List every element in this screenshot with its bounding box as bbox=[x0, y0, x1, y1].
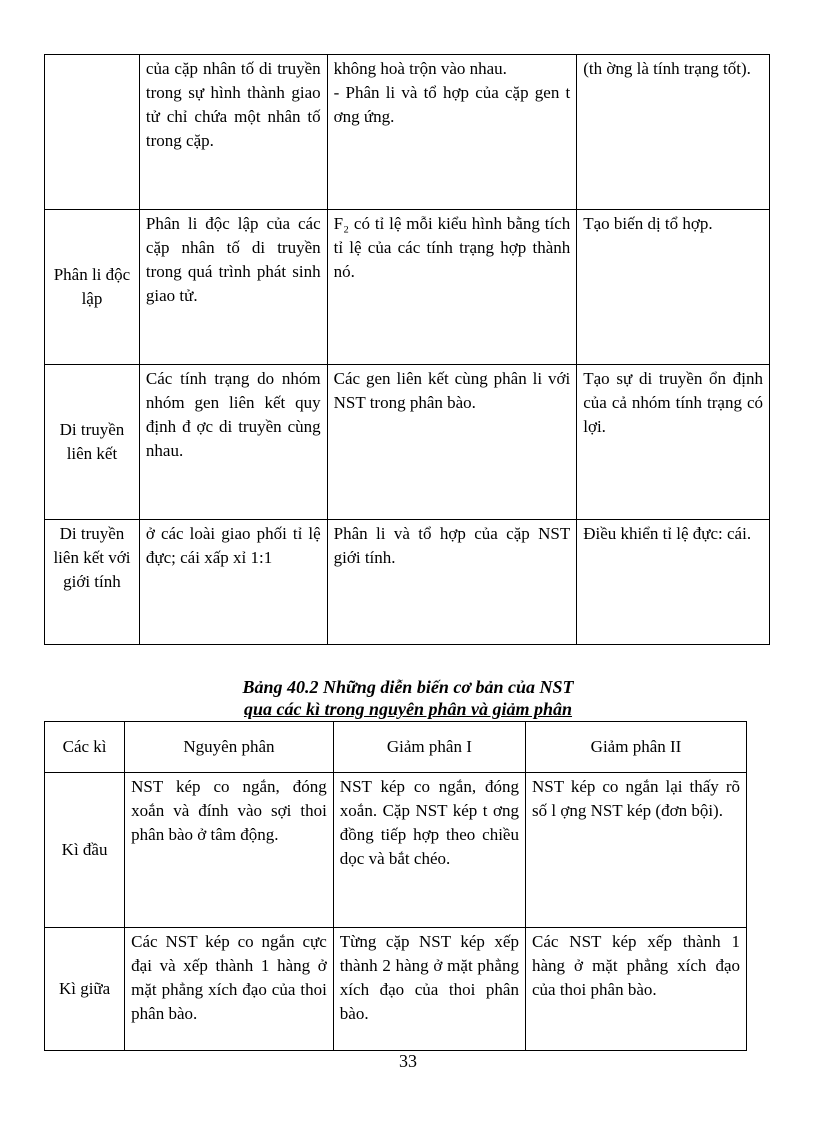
header-meiosis-1: Giảm phân I bbox=[333, 722, 525, 773]
mechanism-cell: không hoà trộn vào nhau. - Phân li và tổ hợp của cặp gen t ơng ứng. bbox=[327, 55, 577, 210]
mitosis-cell: Các NST kép co ngắn cực đại và xếp thành 1 hàng ở mặt phẳng xích đạo của thoi phân bào. bbox=[125, 928, 334, 1051]
header-phase: Các kì bbox=[45, 722, 125, 773]
table-row bbox=[45, 365, 770, 520]
table-caption-line-2: qua các kì trong nguyên phân và giảm phân bbox=[243, 699, 573, 719]
genetics-laws-table bbox=[44, 54, 770, 645]
content-cell: của cặp nhân tố di truyền trong sự hình thành giao tử chỉ chứa một nhân tố trong cặp. bbox=[139, 55, 327, 210]
mitosis-cell: NST kép co ngắn, đóng xoắn và đính vào sợi thoi phân bào ở tâm động. bbox=[125, 773, 334, 928]
meaning-cell: Tạo biến dị tổ hợp. bbox=[577, 210, 770, 365]
table-caption-line-1: Bảng 40.2 Những diễn biến cơ bản của NST bbox=[242, 677, 574, 697]
meaning-cell: Tạo sự di truyền ổn định của cả nhóm tính trạng có lợi. bbox=[577, 365, 770, 520]
table-row bbox=[45, 55, 770, 210]
law-name-cell bbox=[45, 55, 140, 210]
table-row bbox=[45, 928, 747, 1051]
meiosis-2-cell: NST kép co ngắn lại thấy rõ số l ợng NST kép (đơn bội). bbox=[525, 773, 746, 928]
meaning-cell: (th ờng là tính trạng tốt). bbox=[577, 55, 770, 210]
law-name-cell: Di truyền liên kết với giới tính bbox=[45, 520, 140, 645]
mechanism-cell: Các gen liên kết cùng phân li với NST trong phân bào. bbox=[327, 365, 577, 520]
content-cell: Phân li độc lập của các cặp nhân tố di truyền trong quá trình phát sinh giao tử. bbox=[139, 210, 327, 365]
table-row bbox=[45, 773, 747, 928]
header-mitosis: Nguyên phân bbox=[125, 722, 334, 773]
meiosis-1-cell: NST kép co ngắn, đóng xoắn. Cặp NST kép t ơng đồng tiếp hợp theo chiều dọc và bắt chéo. bbox=[333, 773, 525, 928]
mechanism-cell: Phân li và tổ hợp của cặp NST giới tính. bbox=[327, 520, 577, 645]
header-meiosis-2: Giảm phân II bbox=[525, 722, 746, 773]
law-name-cell: Di truyền liên kết bbox=[45, 365, 140, 520]
mechanism-cell: F₂ có tỉ lệ mỗi kiểu hình bằng tích tỉ lệ của các tính trạng hợp thành nó. bbox=[327, 210, 577, 365]
phase-cell: Kì đầu bbox=[45, 773, 125, 928]
meaning-cell: Điều khiển tỉ lệ đực: cái. bbox=[577, 520, 770, 645]
law-name-cell: Phân li độc lập bbox=[45, 210, 140, 365]
page-number: 33 bbox=[399, 1051, 417, 1071]
table-row bbox=[45, 520, 770, 645]
content-cell: ở các loài giao phối tỉ lệ đực; cái xấp xỉ 1:1 bbox=[139, 520, 327, 645]
phase-cell: Kì giữa bbox=[45, 928, 125, 1051]
table-row bbox=[45, 210, 770, 365]
meiosis-2-cell: Các NST kép xếp thành 1 hàng ở mặt phẳng xích đạo của thoi phân bào. bbox=[525, 928, 746, 1051]
chromosome-phases-table bbox=[44, 721, 747, 1051]
content-cell: Các tính trạng do nhóm nhóm gen liên kết quy định đ ợc di truyền cùng nhau. bbox=[139, 365, 327, 520]
table-header-row bbox=[45, 722, 747, 773]
meiosis-1-cell: Từng cặp NST kép xếp thành 2 hàng ở mặt phẳng xích đạo của thoi phân bào. bbox=[333, 928, 525, 1051]
